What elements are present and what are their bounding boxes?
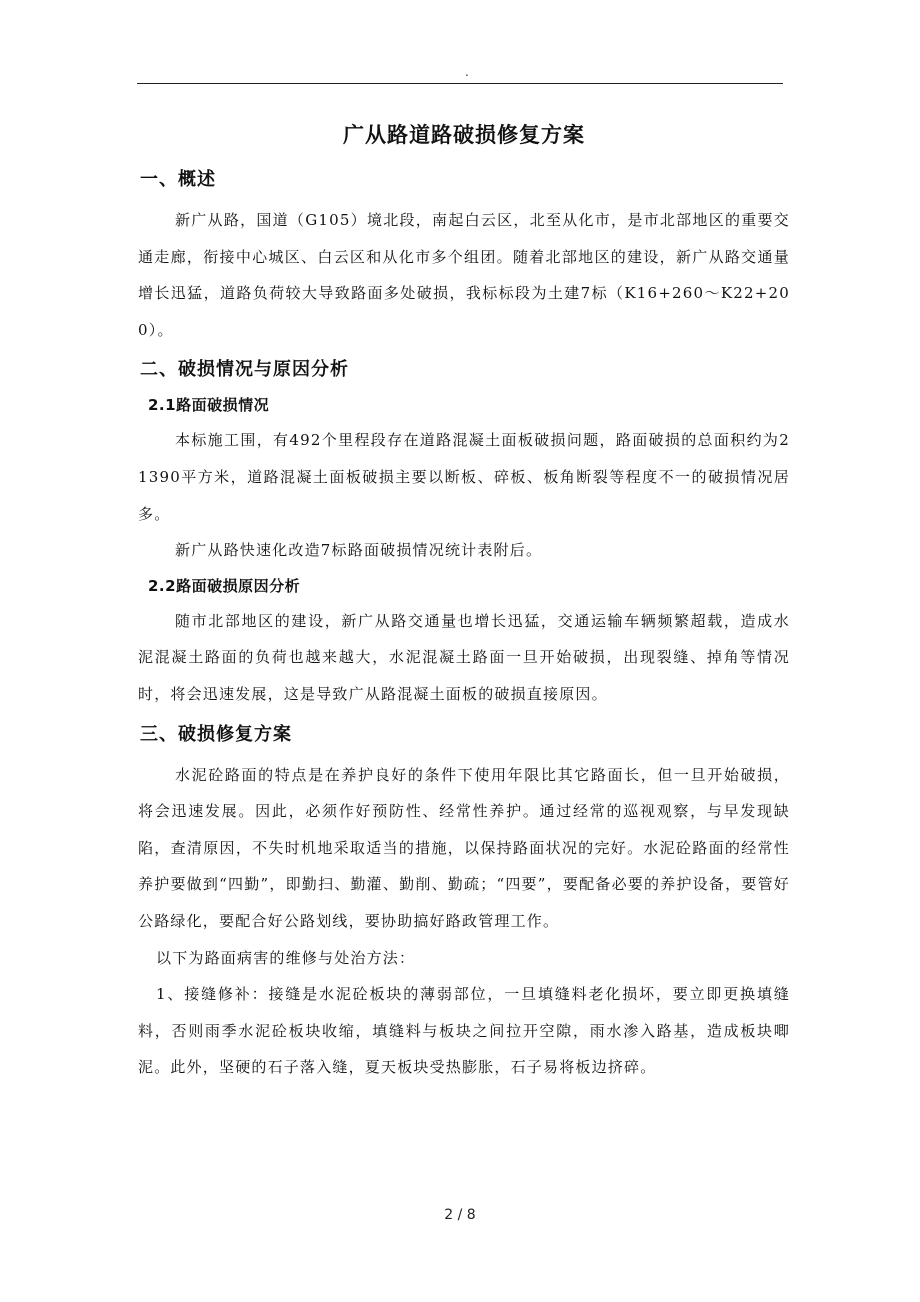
document-body xyxy=(138,112,790,1086)
paragraph-joint-repair: 1、接缝修补：接缝是水泥砼板块的薄弱部位，一旦填缝料老化损坏，要立即更换填缝料，否则雨季水泥砼板块收缩，填缝料与板块之间拉开空隙，雨水渗入路基，造成板块唧泥。此外，坚硬的石子落入缝，夏天板块受热膨胀，石子易将板边挤碎。 xyxy=(138,985,790,1077)
document-title: 广从路道路破损修复方案 xyxy=(343,123,585,147)
paragraph-overview: 新广从路，国道（G105）境北段，南起白云区，北至从化市，是市北部地区的重要交通走廊，衔接中心城区、白云区和从化市多个组团。随着北部地区的建设，新广从路交通量增长迅猛，道路负荷较大导致路面多处破损，我标标段为土建7标（K16+260～K22+200）。 xyxy=(138,211,790,339)
subsection-heading-damage: 2.1路面破损情况 xyxy=(148,396,270,415)
paragraph-cause: 随市北部地区的建设，新广从路交通量也增长迅猛，交通运输车辆频繁超载，造成水泥混凝土路面的负荷也越来越大，水泥混凝土路面一旦开始破损，出现裂缝、掉角等情况时，将会迅速发展，这是导致广从路混凝土面板的破损直接原因。 xyxy=(138,611,790,703)
section-heading-repair: 三、破损修复方案 xyxy=(140,723,292,745)
paragraph-damage-table-note: 新广从路快速化改造7标路面破损情况统计表附后。 xyxy=(175,541,543,560)
section-heading-overview: 一、概述 xyxy=(140,169,216,190)
page-number: 2 / 8 xyxy=(444,1207,476,1223)
paragraph-damage: 本标施工围，有492个里程段存在道路混凝土面板破损问题，路面破损的总面积约为21390平方米，道路混凝土面板破损主要以断板、碎板、板角断裂等程度不一的破损情况居多。 xyxy=(138,431,790,523)
paragraph-repair-methods: 以下为路面病害的维修与处治方法： xyxy=(156,948,416,967)
paragraph-repair-intro: 水泥砼路面的特点是在养护良好的条件下使用年限比其它路面长，但一旦开始破损，将会迅速发展。因此，必须作好预防性、经常性养护。通过经常的巡视观察，与早发现缺陷，查清原因，不失时机地采取适当的措施，以保持路面状况的完好。水泥砼路面的经常性养护要做到“四勤”，即勤扫、勤灌、勤削、勤疏；“四要”，要配备必要的养护设备，要管好公路绿化，要配合好公路划线，要协助搞好路政管理工作。 xyxy=(138,765,790,930)
subsection-heading-cause: 2.2路面破损原因分析 xyxy=(148,576,301,595)
header-mark: . xyxy=(465,65,469,79)
section-heading-analysis: 二、破损情况与原因分析 xyxy=(140,359,349,381)
header-rule xyxy=(137,83,783,84)
